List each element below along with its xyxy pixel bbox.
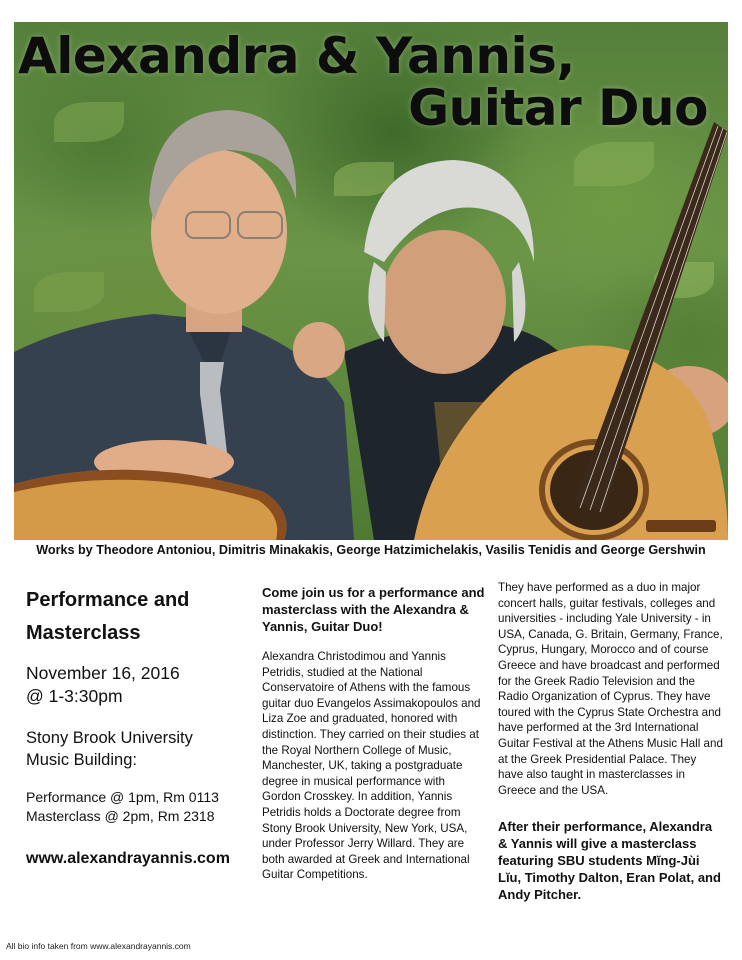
event-title (26, 584, 246, 650)
invitation-column (262, 584, 486, 883)
title-line-2: Guitar Duo (408, 79, 708, 137)
bio-paragraph-1: Alexandra Christodimou and Yannis Petridis, studied at the National Conservatoire of Athens with the famous guitar duo Evangelos Assimakopoulos and Liza Zoe and graduated, honored with distinction. They carried on their studies at the Royal Northern College of Music, Manchester, UK, taking a postgraduate degree in musical performance with Gordon Crosskey. In addition, Yannis Petridis holds a Doctorate degree from Stony Brook University, New York, USA, under Professor Jerry Willard. They are both awarded at Greek and International Guitar Competitions. (262, 650, 481, 882)
event-datetime (26, 662, 246, 708)
venue-line-1: Stony Brook University (26, 729, 193, 747)
event-title-line-2: Masterclass (26, 622, 141, 644)
event-time: @ 1-3:30pm (26, 686, 123, 706)
bio-paragraph-2: They have performed as a duo in major concert halls, guitar festivals, colleges and universities - including Yale University - in USA, Canada, G. Britain, Germany, France, Cyprus, Hungary, Morocco and of course Greece and have broadcast and performed for the Greek Radio Television and the Radio Organization of Cyprus. They have toured with the Cyprus State Orchestra and have performed at the 3rd International Guitar Festival at the Athens Music Hall and at the Greek Presidential Palace. They have also taught in masterclasses in Greece and the USA. (498, 581, 723, 797)
footer-credit: All bio info taken from www.alexandrayannis.com (6, 941, 191, 951)
venue-line-2: Music Building: (26, 751, 137, 769)
event-schedule (26, 788, 246, 826)
masterclass-note: After their performance, Alexandra & Yannis will give a masterclass featuring SBU students Mĭng-Jùi Lĭu, Timothy Dalton, Eran Polat, and Andy Pitcher. (498, 819, 721, 903)
masterclass-room: Masterclass @ 2pm, Rm 2318 (26, 808, 215, 824)
event-venue (26, 727, 246, 771)
duo-portrait-photo (14, 22, 728, 540)
performance-room: Performance @ 1pm, Rm 0113 (26, 789, 219, 805)
title-line-1: Alexandra & Yannis, (18, 27, 575, 85)
bio-column (498, 580, 724, 903)
event-title-line-1: Performance and (26, 589, 190, 611)
website-link[interactable]: www.alexandrayannis.com (26, 850, 230, 867)
invitation-text: Come join us for a performance and masterclass with the Alexandra & Yannis, Guitar Duo! (262, 585, 485, 634)
works-line: Works by Theodore Antoniou, Dimitris Minakakis, George Hatzimichelakis, Vasilis Tenidis and George Gershwin (36, 543, 706, 557)
event-details-column (26, 584, 246, 868)
event-date: November 16, 2016 (26, 663, 180, 683)
